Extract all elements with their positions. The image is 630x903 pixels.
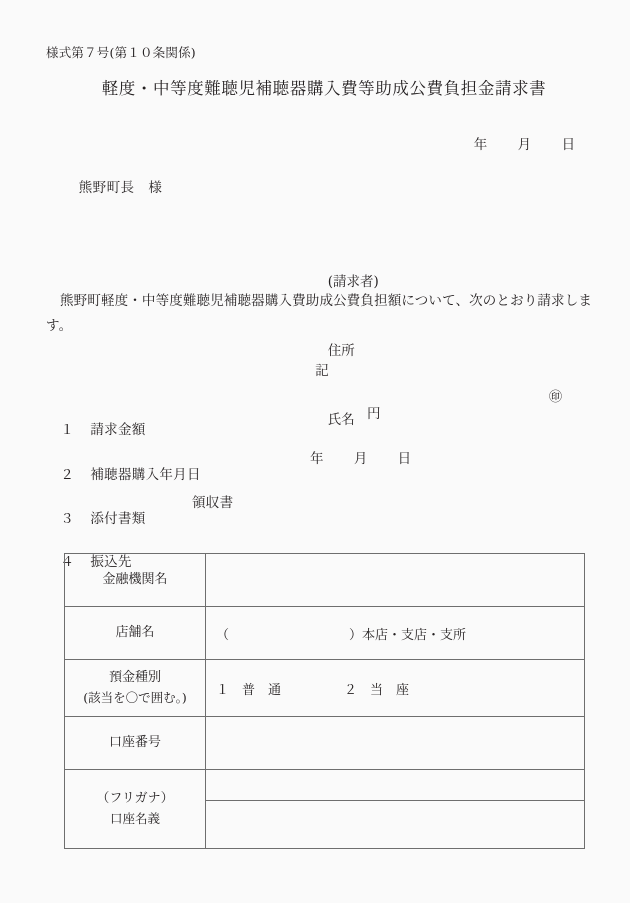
requester-name-row: [302, 386, 562, 428]
addressee-honorific: 様: [148, 180, 163, 196]
account-holder-name-label: 口座名義: [109, 811, 160, 826]
requester-heading-row: [302, 248, 562, 290]
branch-name-label: 店舗名: [65, 607, 206, 660]
addressee-recipient: 熊野町長: [78, 180, 135, 196]
table-row-branch-name: [65, 607, 585, 660]
bank-name-label: 金融機関名: [65, 554, 206, 607]
item-3-label: 添付書類: [90, 511, 146, 527]
table-row-account-number: [65, 717, 585, 770]
branch-paren-open: （: [216, 627, 230, 643]
account-holder-label: [65, 770, 206, 849]
page-title: 軽度・中等度難聴児補聴器購入費等助成公費負担金請求書: [101, 79, 547, 98]
form-number: 様式第７号(第１０条関係): [46, 45, 196, 60]
date-month-label: 月: [517, 137, 532, 153]
ki-mark: 記: [315, 363, 329, 379]
bank-account-table: [64, 553, 585, 849]
account-number-label: 口座番号: [65, 717, 206, 770]
account-holder-field: [206, 770, 585, 849]
item-2-year-label: 年: [310, 451, 324, 467]
deposit-type-field[interactable]: [206, 660, 585, 717]
account-holder-furigana-label: （フリガナ）: [96, 791, 174, 806]
item-2-month-label: 月: [353, 451, 368, 467]
table-row-account-holder: [65, 770, 585, 849]
branch-paren-close: ）: [349, 627, 363, 643]
requester-address-label: 住所: [327, 343, 355, 359]
deposit-option-current[interactable]: ２ 当 座: [344, 682, 410, 698]
date-line: [455, 117, 575, 169]
table-row-bank-name: [65, 554, 585, 607]
account-number-field[interactable]: [206, 717, 585, 770]
account-holder-name-field[interactable]: [206, 801, 584, 844]
body-paragraph: 熊野町軽度・中等度難聴児補聴器購入費助成公費負担額について、次のとおり請求します。: [46, 293, 592, 334]
requester-name-label: 氏名: [327, 412, 355, 428]
item-1-unit: 円: [367, 406, 381, 422]
deposit-option-ordinary[interactable]: １ 普 通: [216, 682, 282, 698]
seal-icon: ㊞: [548, 390, 562, 405]
item-2-date-fields: [310, 447, 411, 467]
branch-name-field[interactable]: [206, 607, 585, 660]
item-2-number: ２: [60, 467, 75, 483]
item-1-label: 請求金額: [90, 422, 146, 438]
branch-options: 本店・支店・支所: [362, 627, 467, 643]
table-row-deposit-type: [65, 660, 585, 717]
addressee: [60, 160, 162, 212]
item-4-label: 振込先: [90, 554, 132, 570]
deposit-type-label: [65, 660, 206, 717]
date-day-label: 日: [561, 137, 576, 153]
bank-name-field[interactable]: [206, 554, 585, 607]
item-3-value: 領収書: [192, 495, 234, 511]
item-2-label: 補聴器購入年月日: [90, 467, 201, 483]
requester-heading: (請求者): [327, 274, 379, 290]
deposit-type-label-main: 預金種別: [108, 670, 161, 685]
deposit-type-label-sub: (該当を〇で囲む。): [83, 690, 187, 705]
item-3-number: ３: [60, 511, 75, 527]
date-year-label: 年: [473, 137, 488, 153]
account-holder-furigana-field[interactable]: [206, 775, 584, 801]
item-1-number: １: [60, 422, 75, 438]
item-4-number: ４: [60, 554, 75, 570]
item-2-day-label: 日: [397, 451, 412, 467]
